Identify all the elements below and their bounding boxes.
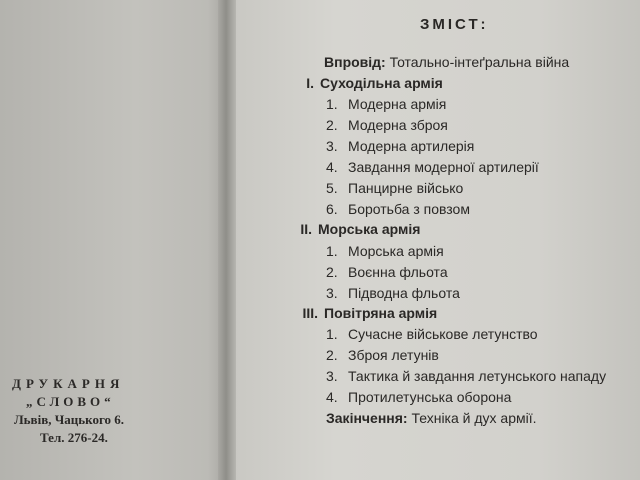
toc-item xyxy=(326,347,439,363)
toc-item xyxy=(326,96,446,112)
item-number: 4. xyxy=(326,389,338,405)
section-numeral: III. xyxy=(302,305,318,321)
item-number: 3. xyxy=(326,368,338,384)
item-text: Завдання модерної артилерії xyxy=(348,159,539,175)
section-title: Морська армія xyxy=(318,221,421,237)
item-number: 3. xyxy=(326,285,338,301)
item-number: 1. xyxy=(326,326,338,342)
toc-item xyxy=(326,243,444,259)
toc-item xyxy=(326,285,460,301)
item-number: 1. xyxy=(326,243,338,259)
toc-intro-label: Впровід: xyxy=(324,54,386,70)
toc-item xyxy=(326,201,470,217)
item-text: Воєнна фльота xyxy=(348,264,448,280)
imprint-printer: ДРУКАРНЯ xyxy=(12,376,125,391)
toc-intro xyxy=(324,54,569,70)
toc-ending xyxy=(326,410,537,426)
item-number: 6. xyxy=(326,201,338,217)
toc-item xyxy=(326,138,474,154)
imprint-address: Львів, Чацького 6. xyxy=(14,412,125,427)
item-number: 3. xyxy=(326,138,338,154)
toc-item xyxy=(326,368,606,384)
item-number: 5. xyxy=(326,180,338,196)
item-text: Підводна фльота xyxy=(348,285,460,301)
item-number: 4. xyxy=(326,159,338,175)
item-text: Модерна армія xyxy=(348,96,447,112)
item-text: Боротьба з повзом xyxy=(348,201,470,217)
imprint-phone: Тел. 276-24. xyxy=(40,430,108,445)
toc-item xyxy=(326,159,539,175)
item-text: Морська армія xyxy=(348,243,444,259)
section-title: Повітряна армія xyxy=(324,305,438,321)
item-text: Тактика й завдання летунського нападу xyxy=(348,368,607,384)
section-numeral: I. xyxy=(306,75,314,91)
toc-item xyxy=(326,389,511,405)
toc-item xyxy=(326,180,463,196)
toc-item xyxy=(326,117,448,133)
toc-section-1 xyxy=(300,75,443,91)
toc-section-2 xyxy=(298,221,420,237)
item-text: Панцирне військо xyxy=(348,180,464,196)
toc-section-3 xyxy=(298,305,437,321)
item-text: Зброя летунів xyxy=(348,347,439,363)
section-title: Суходільна армія xyxy=(320,75,443,91)
toc-ending-text: Техніка й дух армії. xyxy=(411,410,537,426)
toc-item xyxy=(326,264,448,280)
imprint-printer-name: „СЛОВО“ xyxy=(26,394,115,409)
item-text: Модерна артилерія xyxy=(348,138,475,154)
item-number: 2. xyxy=(326,347,338,363)
item-number: 2. xyxy=(326,117,338,133)
item-number: 2. xyxy=(326,264,338,280)
item-text: Сучасне військове летунство xyxy=(348,326,538,342)
toc-item xyxy=(326,326,538,342)
item-text: Протилетунська оборона xyxy=(348,389,512,405)
toc-title: ЗМІСТ: xyxy=(420,16,489,33)
toc-ending-label: Закінчення: xyxy=(326,410,408,426)
section-numeral: II. xyxy=(300,221,312,237)
item-text: Модерна зброя xyxy=(348,117,448,133)
toc-intro-text: Тотально-інтеґральна війна xyxy=(389,54,570,70)
item-number: 1. xyxy=(326,96,338,112)
